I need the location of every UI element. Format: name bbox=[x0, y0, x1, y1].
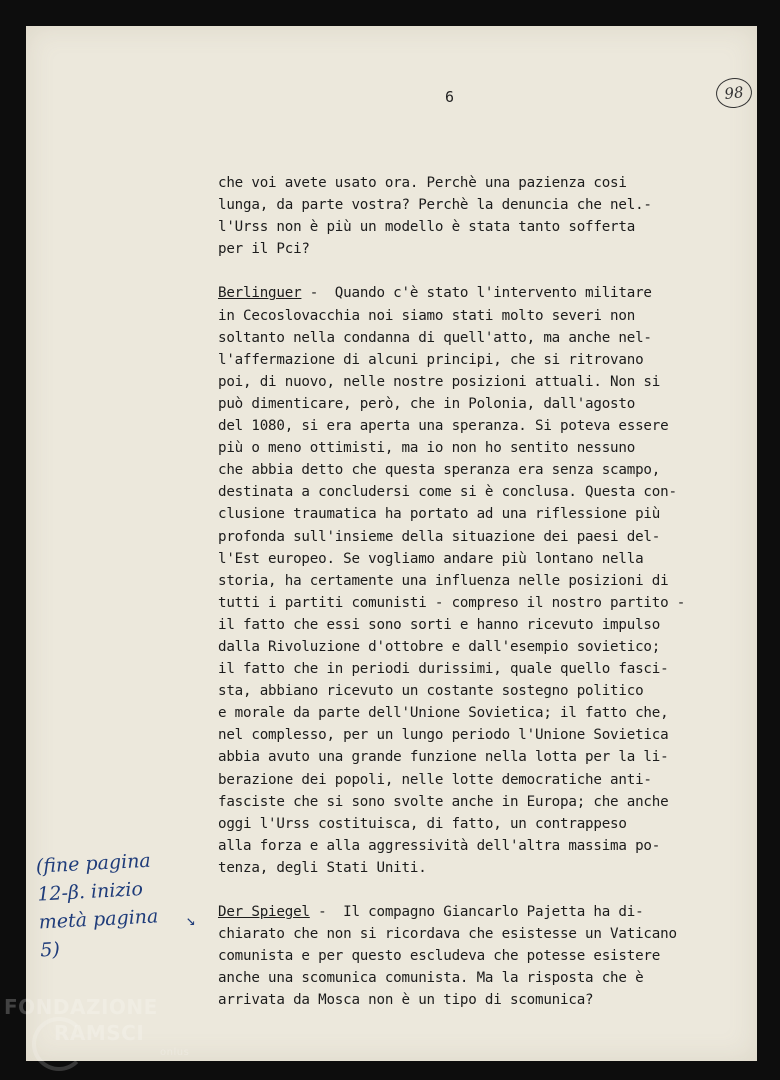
berlinguer-first-line bbox=[218, 282, 738, 304]
handnote-line: 5) bbox=[39, 938, 61, 962]
archive-number-stamp: 98 bbox=[715, 76, 754, 110]
text-line: in Cecoslovacchia noi siamo stati molto severi non bbox=[218, 307, 636, 324]
text-line: poi, di nuovo, nelle nostre posizioni attuali. Non si bbox=[218, 373, 661, 390]
handwritten-margin-note bbox=[35, 843, 216, 964]
text-line: che voi avete usato ora. Perchè una pazienza cosi bbox=[218, 175, 627, 191]
typed-text-body bbox=[218, 172, 738, 1012]
text-line: abbia avuto una grande funzione nella lotta per la li- bbox=[218, 749, 669, 766]
fondazione-watermark bbox=[4, 994, 189, 1066]
text-line: il fatto che in periodi durissimi, quale quello fasci- bbox=[218, 661, 669, 678]
text-line: anche una scomunica comunista. Ma la risposta che è bbox=[218, 970, 644, 987]
text-line: il fatto che essi sono sorti e hanno ricevuto impulso bbox=[218, 616, 661, 633]
text-line: l'Est europeo. Se vogliamo andare più lontano nella bbox=[218, 550, 644, 567]
text-line: dalla Rivoluzione d'ottobre e dall'esempio sovietico; bbox=[218, 638, 661, 655]
text-line: - Quando c'è stato l'intervento militare bbox=[301, 285, 652, 302]
handnote-line: 12-β. inizio bbox=[36, 878, 144, 906]
text-line: che abbia detto che questa speranza era senza scampo, bbox=[218, 462, 661, 479]
text-line: clusione traumatica ha portato ad una riflessione più bbox=[218, 506, 661, 523]
speaker-der-spiegel: Der Spiegel bbox=[218, 904, 310, 921]
text-line: berazione dei popoli, nelle lotte democratiche anti- bbox=[218, 771, 652, 788]
page-number: 6 bbox=[445, 88, 455, 106]
text-line: storia, ha certamente una influenza nelle posizioni di bbox=[218, 572, 669, 589]
text-line: alla forza e alla aggressività dell'altra massima po- bbox=[218, 837, 661, 854]
spiegel-first-line bbox=[218, 901, 738, 923]
text-line: arrivata da Mosca non è un tipo di scomunica? bbox=[218, 992, 594, 1009]
text-line: del 1080, si era aperta una speranza. Si poteva essere bbox=[218, 418, 669, 435]
text-line: l'Urss non è più un modello è stata tanto sofferta bbox=[218, 219, 636, 236]
text-line: chiarato che non si ricordava che esistesse un Vaticano bbox=[218, 926, 677, 943]
text-line: soltanto nella condanna di quell'atto, ma anche nel- bbox=[218, 329, 652, 346]
text-line: più o meno ottimisti, ma io non ho sentito nessuno bbox=[218, 440, 636, 457]
watermark-small: onlus bbox=[160, 1047, 190, 1058]
handwritten-arrow-icon: ↘ bbox=[186, 910, 196, 929]
text-line: nel complesso, per un lungo periodo l'Unione Sovietica bbox=[218, 727, 669, 744]
text-line: tutti i partiti comunisti - compreso il nostro partito - bbox=[218, 594, 686, 611]
text-line: può dimenticare, però, che in Polonia, dall'agosto bbox=[218, 395, 636, 412]
handnote-line: (fine pagina bbox=[35, 849, 152, 878]
text-line: comunista e per questo escludeva che potesse esistere bbox=[218, 948, 661, 965]
text-line: destinata a concludersi come si è conclusa. Questa con- bbox=[218, 484, 677, 501]
text-line: fasciste che si sono svolte anche in Europa; che anche bbox=[218, 793, 669, 810]
text-line: - Il compagno Giancarlo Pajetta ha di- bbox=[309, 904, 644, 921]
text-line: profonda sull'insieme della situazione dei paesi del- bbox=[218, 528, 661, 545]
handnote-line: metà pagina bbox=[38, 905, 159, 934]
text-line: l'affermazione di alcuni principi, che si ritrovano bbox=[218, 351, 644, 368]
text-line: oggi l'Urss costituisca, di fatto, un contrappeso bbox=[218, 815, 627, 832]
text-line: tenza, degli Stati Uniti. bbox=[218, 859, 427, 876]
watermark-line2: RAMSCI bbox=[54, 1021, 145, 1045]
text-line: sta, abbiano ricevuto un costante sostegno politico bbox=[218, 683, 644, 700]
speaker-berlinguer: Berlinguer bbox=[218, 285, 302, 302]
text-line: e morale da parte dell'Unione Sovietica; il fatto che, bbox=[218, 705, 669, 722]
text-line: per il Pci? bbox=[218, 241, 310, 258]
watermark-line1: FONDAZIONE bbox=[4, 995, 158, 1019]
text-line: lunga, da parte vostra? Perchè la denuncia che nel.- bbox=[218, 197, 652, 214]
